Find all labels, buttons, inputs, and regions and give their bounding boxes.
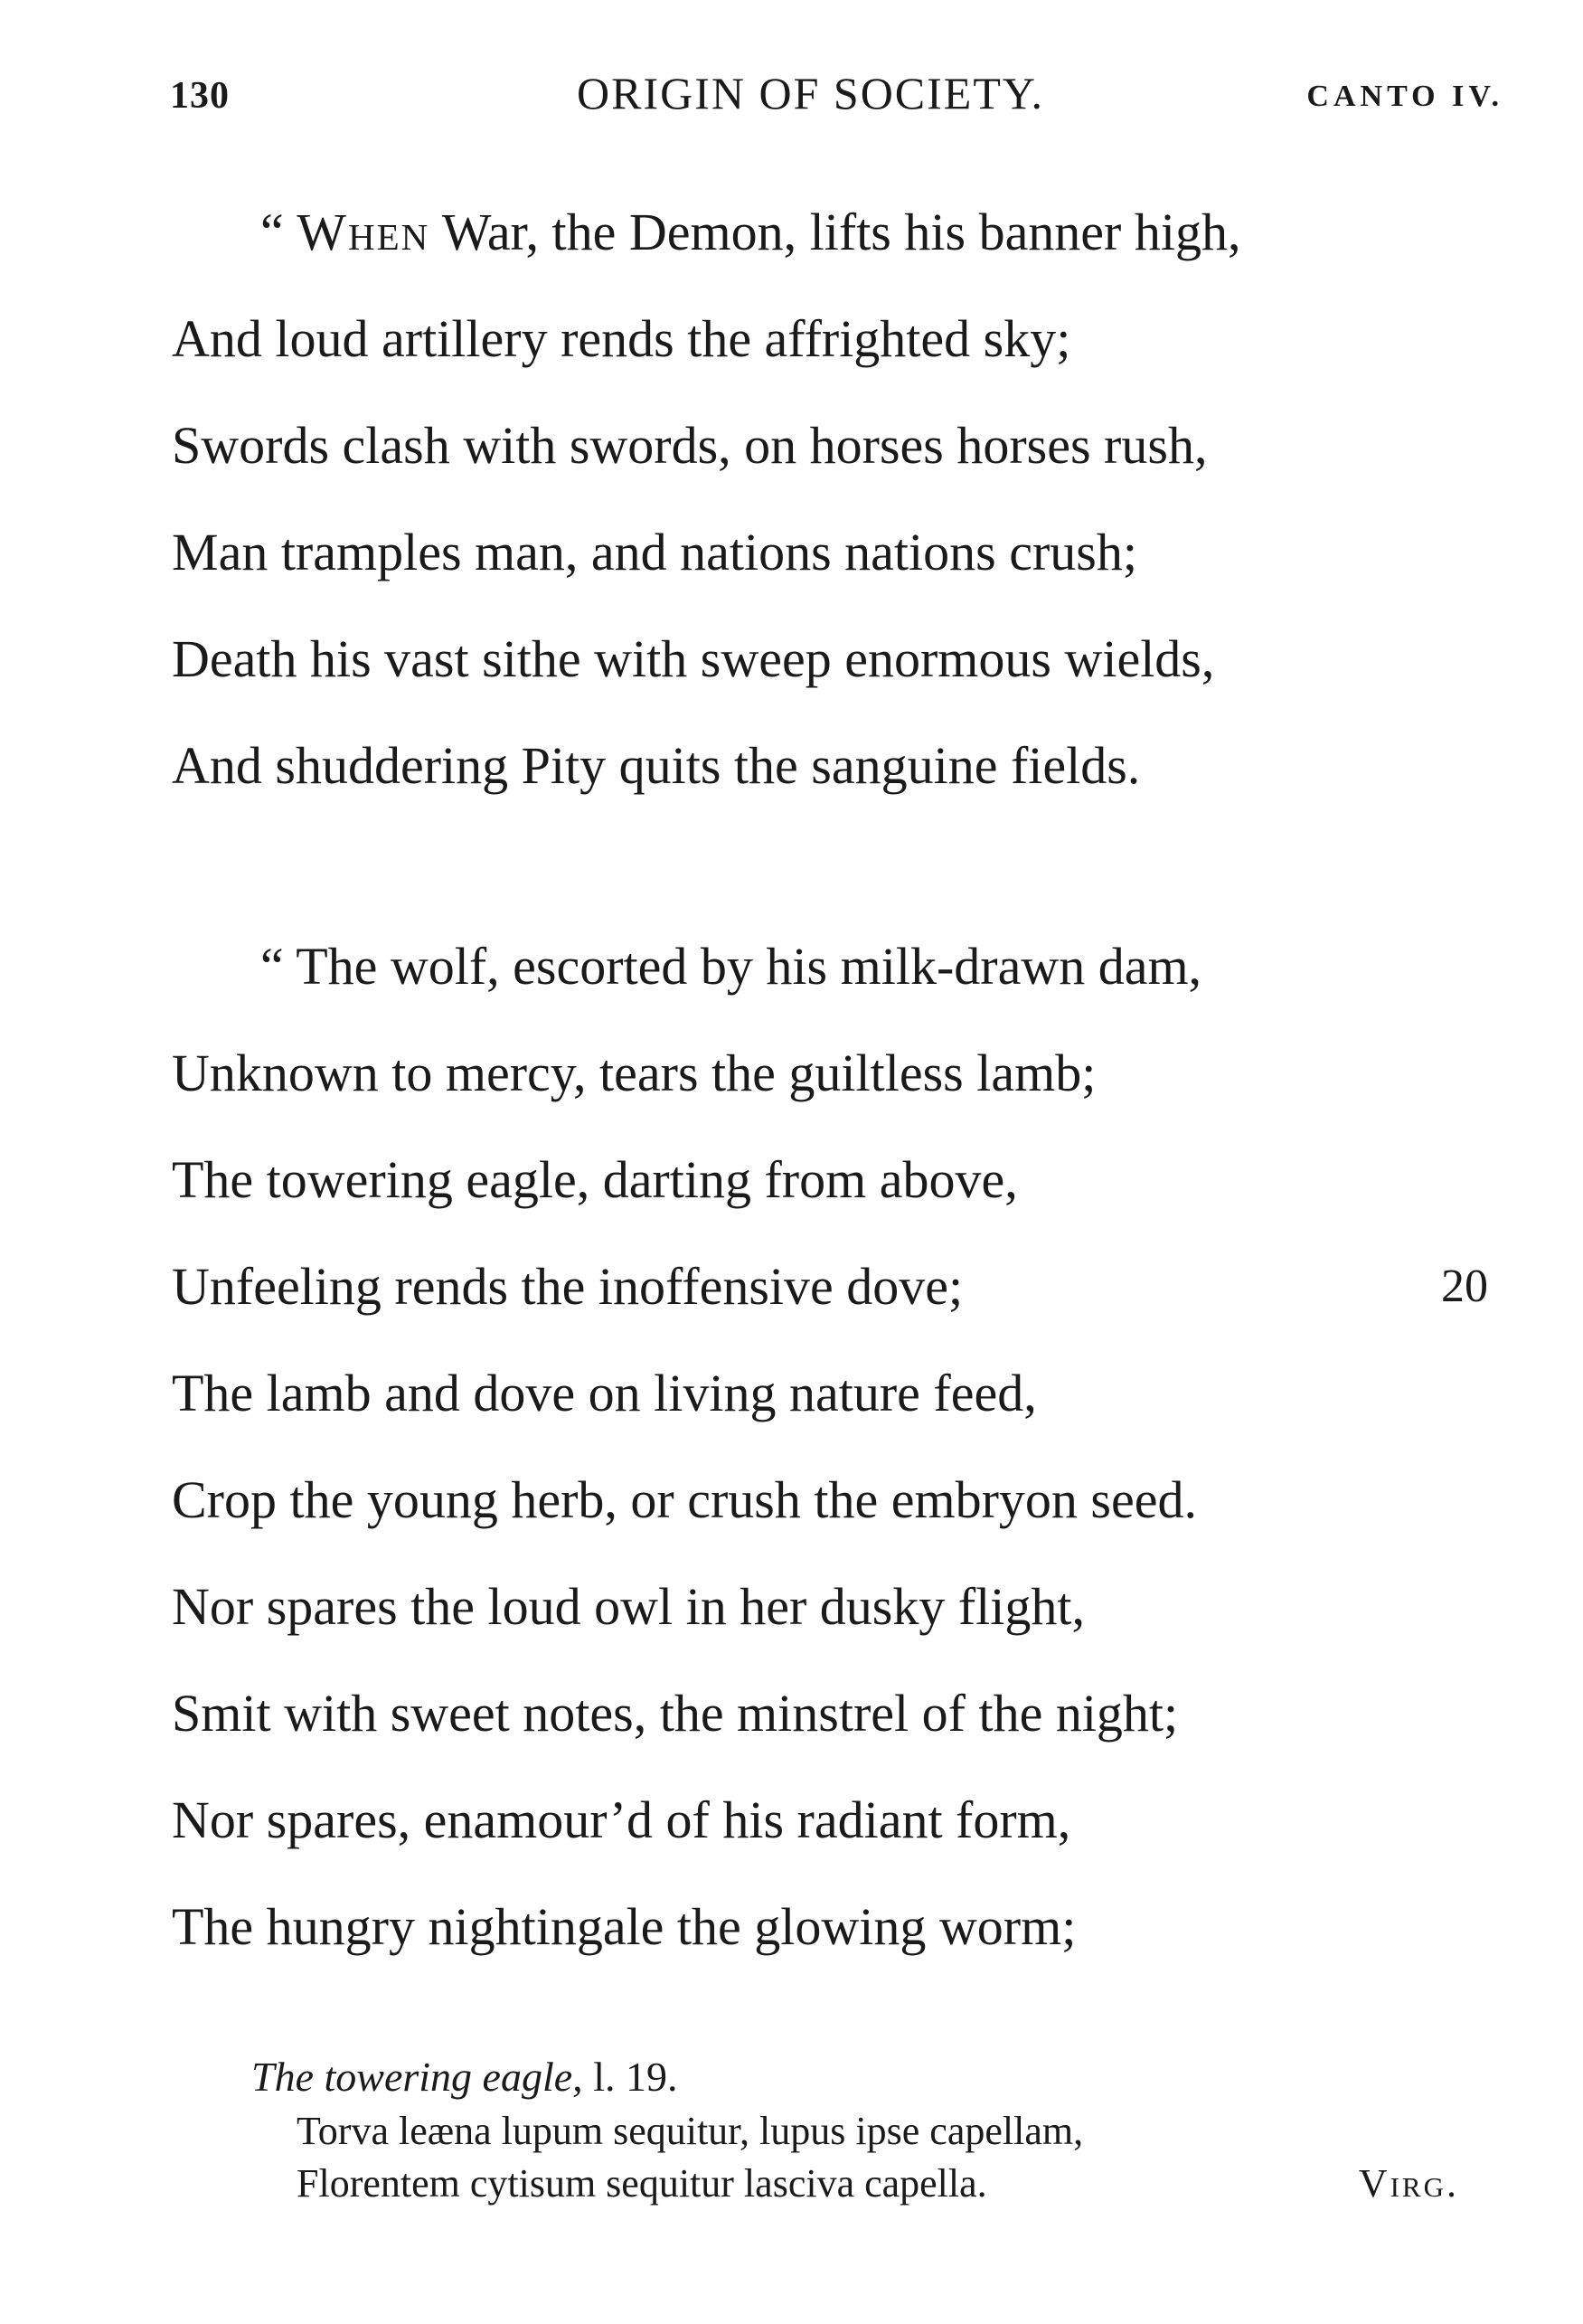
verse-line: Nor spares the loud owl in her dusky flight, bbox=[172, 1577, 1086, 1636]
verse-line: Swords clash with swords, on horses horses rush, bbox=[172, 416, 1208, 475]
stanza-2 bbox=[172, 913, 1488, 1980]
footnote-reference: The towering eagle, l. 19. bbox=[251, 2054, 678, 2100]
verse-line: The towering eagle, darting from above, bbox=[172, 1150, 1018, 1209]
verse-line: Unfeeling rends the inoffensive dove; 20 bbox=[172, 1233, 1483, 1340]
first-line-rest: War, the Demon, lifts his banner high, bbox=[429, 203, 1241, 261]
footnote-author: Virg. bbox=[1358, 2161, 1459, 2206]
verse-line: Man tramples man, and nations nations crush; bbox=[172, 523, 1137, 581]
verse-line: Death his vast sithe with sweep enormous wields, bbox=[172, 629, 1215, 688]
verse-line bbox=[172, 179, 1483, 286]
footnote-quote-line: Florentem cytisum sequitur lasciva capella. Virg. bbox=[251, 2158, 1490, 2210]
verse-line: And loud artillery rends the affrighted sky; bbox=[172, 309, 1071, 368]
footnote-quote-line: Torva leæna lupum sequitur, lupus ipse capellam, bbox=[297, 2109, 1084, 2153]
stanza-1 bbox=[172, 179, 1483, 819]
verse-line: The hungry nightingale the glowing worm; bbox=[172, 1897, 1077, 1956]
footnote bbox=[251, 2049, 1490, 2210]
first-word: When bbox=[297, 203, 430, 261]
verse-line: Crop the young herb, or crush the embryon seed. bbox=[172, 1470, 1197, 1529]
verse-line: Nor spares, enamour’d of his radiant form, bbox=[172, 1790, 1071, 1849]
verse-line: Unknown to mercy, tears the guiltless lamb; bbox=[172, 1044, 1097, 1102]
canto-label: CANTO IV. bbox=[1306, 80, 1503, 113]
open-quote: “ bbox=[260, 203, 297, 261]
verse-line: Smit with sweet notes, the minstrel of the night; bbox=[172, 1684, 1179, 1743]
running-title: ORIGIN OF SOCIETY. bbox=[577, 68, 1045, 118]
page-number: 130 bbox=[170, 75, 230, 117]
page-header bbox=[170, 67, 1503, 130]
verse-line: And shuddering Pity quits the sanguine fields. bbox=[172, 736, 1141, 795]
line-number: 20 bbox=[1441, 1261, 1488, 1312]
verse-line: “ The wolf, escorted by his milk-drawn dam, bbox=[260, 937, 1202, 996]
verse-line: The lamb and dove on living nature feed, bbox=[172, 1364, 1037, 1422]
